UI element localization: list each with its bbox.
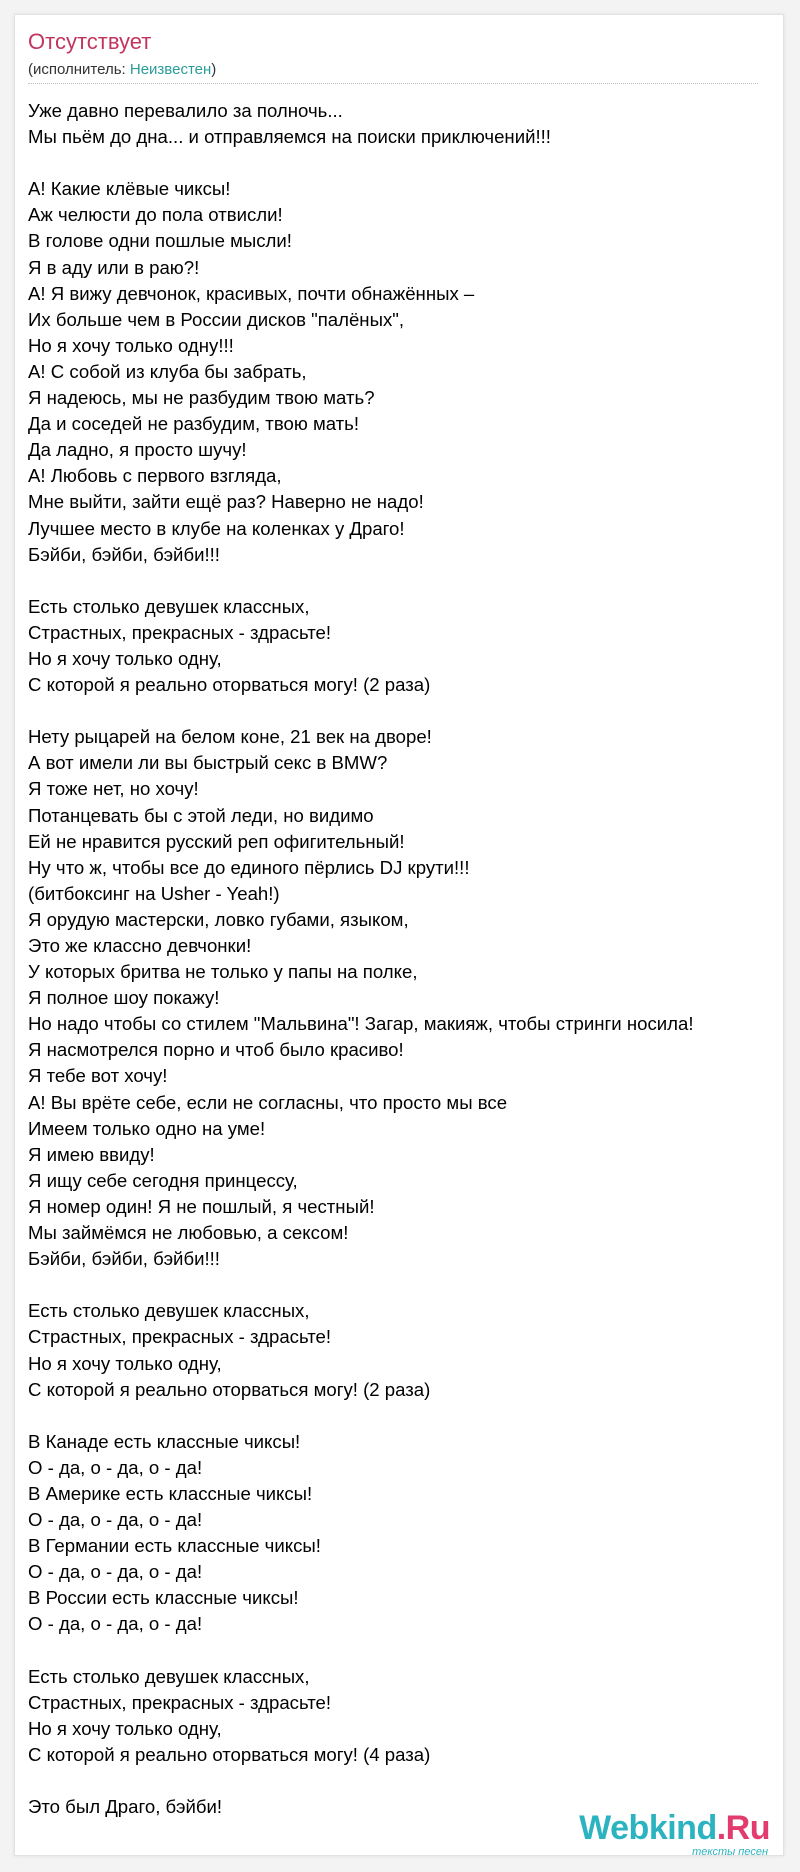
- stanza-break: [28, 568, 768, 594]
- lyric-line: Но я хочу только одну,: [28, 1717, 222, 1739]
- artist-suffix: ): [211, 61, 217, 78]
- lyric-line: Страстных, прекрасных - здрасьте!: [28, 1326, 332, 1348]
- lyric-line: Я орудую мастерски, ловко губами, языком,: [28, 908, 409, 930]
- logo-tld: Ru: [725, 1809, 770, 1847]
- lyric-line: Бэйби, бэйби, бэйби!!!: [28, 543, 220, 565]
- lyric-line: В России есть классные чиксы!: [28, 1587, 299, 1609]
- lyric-line: Есть столько девушек классных,: [28, 1665, 310, 1687]
- lyric-line: С которой я реально оторваться могу! (2 раза): [28, 1378, 431, 1400]
- lyric-line: Мне выйти, зайти ещё раз? Наверно не надо!: [28, 491, 424, 513]
- lyric-line: Ну что ж, чтобы все до единого пёрлись DJ крути!!!: [28, 856, 470, 878]
- lyric-line: Бэйби, бэйби, бэйби!!!: [28, 1248, 220, 1270]
- lyric-line: Есть столько девушек классных,: [28, 1300, 310, 1322]
- lyric-line: А! Какие клёвые чиксы!: [28, 178, 231, 200]
- lyric-line: Аж челюсти до пола отвисли!: [28, 204, 283, 226]
- lyric-line: Ей не нравится русский реп офигительный!: [28, 830, 405, 852]
- lyric-line: Страстных, прекрасных - здрасьте!: [28, 621, 332, 643]
- lyrics-text: [28, 98, 768, 1820]
- lyric-line: В Германии есть классные чиксы!: [28, 1535, 321, 1557]
- lyric-line: Я тоже нет, но хочу!: [28, 778, 199, 800]
- lyric-line: Их больше чем в России дисков "палёных",: [28, 308, 405, 330]
- artist-link[interactable]: Неизвестен: [129, 61, 212, 78]
- lyric-line: Мы займёмся не любовью, а сексом!: [28, 1222, 349, 1244]
- lyric-line: (битбоксинг на Usher - Yeah!): [28, 882, 280, 904]
- lyric-line: О - да, о - да, о - да!: [28, 1561, 203, 1583]
- logo-wordmark: [579, 1809, 770, 1847]
- lyric-line: Уже давно перевалило за полночь...: [28, 100, 343, 121]
- lyric-line: Но я хочу только одну,: [28, 647, 222, 669]
- lyric-line: С которой я реально оторваться могу! (2 раза): [28, 674, 431, 696]
- lyric-line: А вот имели ли вы быстрый секс в BMW?: [28, 752, 388, 774]
- lyric-line: А! Любовь с первого взгляда,: [28, 465, 282, 487]
- stanza-break: [28, 698, 768, 724]
- lyric-line: С которой я реально оторваться могу! (4 раза): [28, 1743, 431, 1765]
- lyric-line: Но я хочу только одну,: [28, 1352, 222, 1374]
- title-divider: [28, 83, 758, 84]
- site-logo[interactable]: [570, 1809, 770, 1859]
- stanza-break: [28, 1403, 768, 1429]
- lyric-line: О - да, о - да, о - да!: [28, 1509, 203, 1531]
- lyric-line: О - да, о - да, о - да!: [28, 1613, 203, 1635]
- lyric-line: Да ладно, я просто шучу!: [28, 439, 247, 461]
- lyric-line: Но надо чтобы со стилем "Мальвина"! Загар, макияж, чтобы стринги носила!: [28, 1013, 694, 1035]
- stanza-break: [28, 1272, 768, 1298]
- lyric-line: Это был Драго, бэйби!: [28, 1796, 223, 1818]
- lyric-line: Но я хочу только одну!!!: [28, 334, 234, 356]
- lyric-line: Есть столько девушек классных,: [28, 595, 310, 617]
- lyric-line: Я номер один! Я не пошлый, я честный!: [28, 1195, 375, 1217]
- lyric-line: Я ищу себе сегодня принцессу,: [28, 1169, 298, 1191]
- lyric-line: У которых бритва не только у папы на полке,: [28, 961, 418, 983]
- logo-word: Webkind: [579, 1809, 717, 1847]
- logo-tagline: тексты песен: [692, 1846, 768, 1858]
- lyric-line: Я тебе вот хочу!: [28, 1065, 168, 1087]
- stanza-break: [28, 1768, 768, 1794]
- stanza-break: [28, 150, 768, 176]
- lyric-line: Я полное шоу покажу!: [28, 987, 220, 1009]
- lyric-line: Я надеюсь, мы не разбудим твою мать?: [28, 387, 375, 409]
- artist-line: [28, 60, 216, 80]
- lyric-line: В Америке есть классные чиксы!: [28, 1482, 313, 1504]
- lyric-line: В Канаде есть классные чиксы!: [28, 1430, 301, 1452]
- stanza-break: [28, 1638, 768, 1664]
- lyric-line: Потанцевать бы с этой леди, но видимо: [28, 804, 374, 826]
- lyric-line: Я насмотрелся порно и чтоб было красиво!: [28, 1039, 404, 1061]
- artist-prefix: (исполнитель:: [28, 61, 130, 78]
- lyric-line: Страстных, прекрасных - здрасьте!: [28, 1691, 332, 1713]
- lyric-line: Я имею ввиду!: [28, 1143, 155, 1165]
- lyric-line: Мы пьём до дна... и отправляемся на поиски приключений!!!: [28, 126, 551, 148]
- lyric-line: Лучшее место в клубе на коленках у Драго!: [28, 517, 405, 539]
- lyric-line: Да и соседей не разбудим, твою мать!: [28, 413, 360, 435]
- lyric-line: Я в аду или в раю?!: [28, 256, 200, 278]
- lyric-line: А! С собой из клуба бы забрать,: [28, 360, 307, 382]
- lyric-line: В голове одни пошлые мысли!: [28, 230, 292, 252]
- lyric-line: А! Я вижу девчонок, красивых, почти обнажённых –: [28, 282, 475, 304]
- lyric-line: Нету рыцарей на белом коне, 21 век на дворе!: [28, 726, 432, 748]
- lyric-line: Это же классно девчонки!: [28, 935, 252, 956]
- lyric-line: А! Вы врёте себе, если не согласны, что просто мы все: [28, 1091, 508, 1113]
- lyric-line: О - да, о - да, о - да!: [28, 1456, 203, 1478]
- logo-dot: .: [716, 1809, 726, 1847]
- song-title: Отсутствует: [28, 29, 152, 54]
- lyric-line: Имеем только одно на уме!: [28, 1117, 266, 1139]
